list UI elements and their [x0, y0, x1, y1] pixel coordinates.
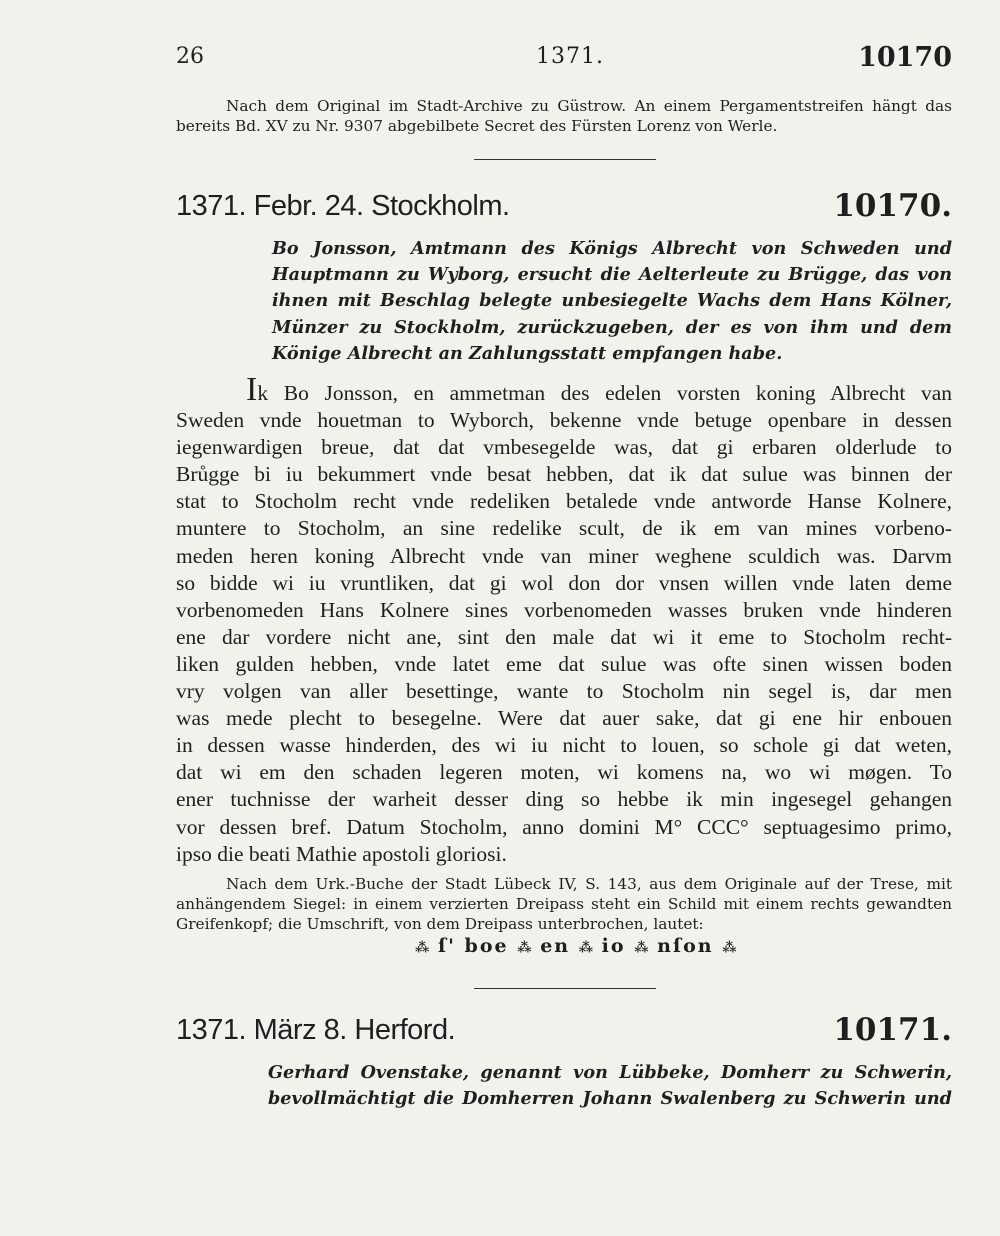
- document-body-10170: [176, 371, 952, 868]
- body-line: was mede plecht to besegelne. Were dat auer sake, dat gi ene hir enbouen: [176, 706, 952, 731]
- source-note-top-line: bereits Bd. XV zu Nr. 9307 abgebilbete Secret des Fürsten Lorenz von Werle.: [176, 117, 778, 135]
- page-header: [176, 44, 952, 80]
- regest-line: bevollmächtigt die Domherren Johann Swalenberg zu Schwerin und: [268, 1088, 952, 1110]
- body-line: ipso die beati Mathie apostoli gloriosi.: [176, 841, 507, 866]
- entry-date: 1371. Febr. 24. Stockholm.: [176, 190, 510, 222]
- seal-word: nſon: [657, 935, 714, 957]
- seal-separator: ⁂: [517, 940, 532, 956]
- seal-separator: ⁂: [415, 940, 430, 956]
- body-line: vor dessen bref. Datum Stocholm, anno domini M° CCC° septuagesimo primo,: [176, 814, 952, 839]
- source-note-top: [176, 96, 952, 136]
- regest-line: Münzer zu Stockholm, zurückzugeben, der es von ihm und dem: [272, 316, 952, 338]
- regest-10171: [268, 1060, 952, 1112]
- regest-line: Bo Jonsson, Amtmann des Königs Albrecht von Schweden und: [272, 238, 952, 259]
- body-line: so bidde wi iu vruntliken, dat gi wol don dor vnsen willen vnde laten deme: [176, 570, 952, 595]
- source-note-10170: [176, 874, 952, 934]
- regest-line: Hauptmann zu Wyborg, ersucht die Aelterleute zu Brügge, das von: [272, 264, 952, 286]
- regest-line: Könige Albrecht an Zahlungsstatt empfangen habe.: [272, 342, 783, 364]
- body-line: muntere to Stocholm, an sine redelike scult, de ik em van mines vorbeno-: [176, 516, 952, 541]
- source-note-top-line: Nach dem Original im Stadt-Archive zu Güstrow. An einem Pergamentstreifen hängt das: [226, 97, 952, 115]
- running-entry-number: 10170: [858, 42, 952, 73]
- seal-separator: ⁂: [722, 940, 737, 956]
- running-year: 1371.: [536, 44, 604, 69]
- body-line-text: k Bo Jonsson, en ammetman des edelen vorsten koning Albrecht van: [257, 381, 952, 405]
- seal-word: io: [601, 935, 626, 957]
- section-divider: [474, 159, 656, 160]
- body-line: ene dar vordere nicht ane, sint den male dat wi it eme to Stocholm recht-: [176, 624, 952, 649]
- section-divider: [474, 988, 656, 989]
- entry-heading-10170: [176, 190, 952, 230]
- body-line: in dessen wasse hinderden, des wi iu nicht to louen, so schole gi dat weten,: [176, 733, 952, 758]
- drop-initial: I: [246, 371, 258, 408]
- seal-word: ſ' boe: [437, 935, 509, 957]
- regest-10170: [272, 236, 952, 367]
- source-note-line: Greifenkopf; die Umschrift, von dem Dreipass unterbrochen, lautet:: [176, 915, 704, 933]
- source-note-line: anhängendem Siegel: in einem verzierten Dreipass steht ein Schild mit einem rechts gewandten: [176, 895, 952, 913]
- seal-legend: [415, 935, 737, 957]
- body-line: ener tuchnisse der warheit desser ding so hebbe ik min ingesegel gehangen: [176, 787, 952, 812]
- body-line: vorbenomeden Hans Kolnere sines vorbenomeden wasses bruken vnde hinderen: [176, 597, 952, 622]
- body-line: vry volgen van aller besettinge, wante to Stocholm nin segel is, dar men: [176, 679, 952, 704]
- page-number: 26: [176, 44, 204, 69]
- entry-heading-10171: [176, 1014, 952, 1054]
- body-line: dat wi em den schaden legeren moten, wi komens na, wo wi møgen. To: [176, 760, 952, 785]
- body-line: liken gulden hebben, vnde latet eme dat sulue was ofte sinen wissen boden: [176, 651, 952, 676]
- source-note-line: Nach dem Urk.-Buche der Stadt Lübeck IV, S. 143, aus dem Originale auf der Trese, mit: [226, 875, 952, 893]
- seal-separator: ⁂: [634, 940, 649, 956]
- body-line: stat to Stocholm recht vnde redeliken betalede vnde antworde Hanse Kolnere,: [176, 489, 952, 514]
- regest-line: ihnen mit Beschlag belegte unbesiegelte Wachs dem Hans Kölner,: [272, 290, 952, 312]
- entry-number: 10170.: [833, 188, 952, 224]
- entry-date: 1371. März 8. Herford.: [176, 1014, 456, 1046]
- body-line: Sweden vnde houetman to Wyborch, bekenne vnde betuge openbare in dessen: [176, 408, 952, 433]
- seal-word: en: [540, 935, 571, 957]
- body-line: [176, 371, 952, 408]
- body-line: meden heren koning Albrecht vnde van miner weghene sculdich was. Darvm: [176, 543, 952, 568]
- entry-number: 10171.: [833, 1012, 952, 1048]
- body-line: iegenwardigen breue, dat dat vmbesegelde was, dat gi erbaren olderlude to: [176, 435, 952, 460]
- regest-line: Gerhard Ovenstake, genannt von Lübbeke, Domherr zu Schwerin,: [268, 1062, 952, 1083]
- seal-separator: ⁂: [578, 940, 594, 956]
- body-line: Brůgge bi iu bekummert vnde besat hebben, dat ik dat sulue was binnen der: [176, 462, 952, 487]
